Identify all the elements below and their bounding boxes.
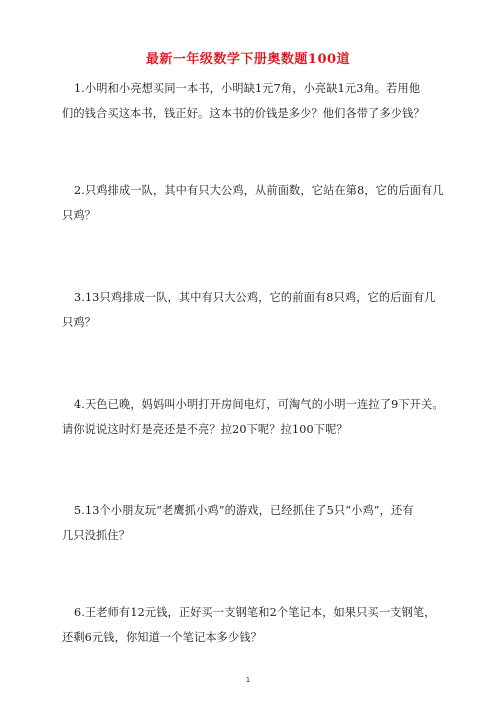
question-6 <box>62 600 450 650</box>
question-2-line-2: 只鸡？ <box>62 209 97 222</box>
question-1-line-1: 1.小明和小亮想买同一本书，小明缺1元7角，小亮缺1元3角。若用他 <box>74 82 421 95</box>
question-5-line-1: 5.13个小朋友玩“老鹰抓小鸡”的游戏，已经抓住了5只“小鸡”，还有 <box>74 504 414 517</box>
question-2 <box>62 178 450 228</box>
question-1-line-2: 们的钱合买这本书，钱正好。这本书的价钱是多少？他们各带了多少钱？ <box>62 107 425 120</box>
question-6-line-2: 还剩6元钱，你知道一个笔记本多少钱？ <box>62 631 263 644</box>
document-title: 最新一年级数学下册奥数题100道 <box>145 52 351 67</box>
question-5-line-2: 几只没抓住？ <box>62 529 131 542</box>
question-4-line-1: 4.天色已晚，妈妈叫小明打开房间电灯，可淘气的小明一连拉了9下开关。 <box>74 398 444 411</box>
question-4-line-2: 请你说说这时灯是亮还是不亮？拉20下呢？拉100下呢？ <box>62 423 348 436</box>
question-5 <box>62 498 450 548</box>
question-4 <box>62 392 450 442</box>
question-3-line-1: 3.13只鸡排成一队，其中有只大公鸡，它的前面有8只鸡，它的后面有几 <box>74 291 436 304</box>
page-number: 1 <box>245 676 251 684</box>
question-2-line-1: 2.只鸡排成一队，其中有只大公鸡，从前面数，它站在第8，它的后面有几 <box>74 184 444 197</box>
question-3 <box>62 285 450 335</box>
question-1 <box>62 76 450 126</box>
question-6-line-1: 6.王老师有12元钱，正好买一支钢笔和2个笔记本，如果只买一支钢笔， <box>74 606 436 619</box>
question-3-line-2: 只鸡？ <box>62 316 97 329</box>
